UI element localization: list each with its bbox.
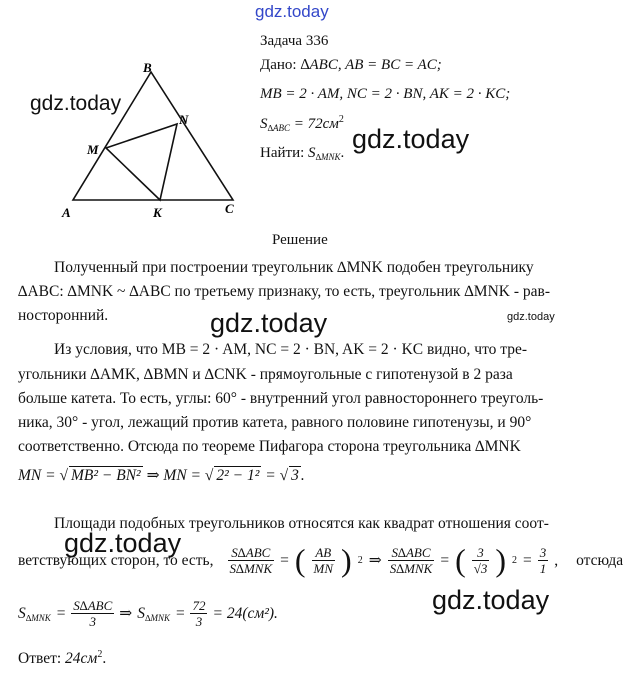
- answer-line: [18, 649, 106, 668]
- p1-line3: носторонний.: [18, 307, 109, 324]
- ratio-num-3: S∆ABC: [388, 545, 435, 561]
- watermark-lower-right: gdz.today: [432, 585, 550, 615]
- area-formula-sub2: ∆MNK: [145, 612, 171, 623]
- radical-3: 3: [291, 467, 299, 484]
- answer-label: Ответ:: [18, 650, 62, 667]
- p1-line2: ∆ABC: ∆MNK ~ ∆ABC по третьему признаку, то есть, треугольник ∆MNK - рав-: [18, 283, 550, 300]
- area-sup: 2: [338, 114, 344, 125]
- given-area: [260, 114, 344, 133]
- formula-end: .: [300, 467, 305, 484]
- p1-line1: Полученный при построении треугольник ∆MNK подобен треугольнику: [54, 259, 534, 276]
- find-dot: .: [340, 145, 345, 161]
- triangle-mnk: [106, 124, 177, 200]
- ratio-eq-3: =: [523, 551, 532, 569]
- watermark-left: gdz.today: [30, 92, 122, 115]
- find-sub: ∆MNK: [315, 152, 341, 162]
- area-formula-s: S: [18, 604, 26, 622]
- ratio-den-2: MN: [313, 561, 334, 576]
- ratio-frac-5: [538, 545, 549, 576]
- watermark-center: gdz.today: [210, 308, 328, 338]
- ratio-frac-4: [472, 545, 490, 576]
- answer-value: 24см: [65, 650, 98, 667]
- formula-part-a: MN =: [18, 467, 60, 484]
- p3-line2: ветствующих сторон, то есть, $\frac{\text{S∆ABC}}{\text{S∆MNK}}$ = ( $\frac{AB}{MN}$ ) 2 ⇒ $\frac{\text{S∆ABC}}{\text{S∆MNK}}$ = ( $\frac{3}{√3}$ ) 2 = $\frac{3}{1}$ , отсюда: [18, 542, 623, 578]
- p3-line1: Площади подобных треугольников относятся как квадрат отношения соот-: [54, 515, 549, 532]
- area-frac-2: [190, 598, 207, 629]
- find-label: Найти:: [260, 145, 305, 161]
- ratio-frac-3: [388, 545, 435, 576]
- radical-2: 2² − 1²: [216, 467, 260, 484]
- p3-line2-end: отсюда: [576, 551, 623, 569]
- area-num-1: S∆ABC: [73, 598, 113, 613]
- given-line-2: MB = 2 · AM, NC = 2 · BN, AK = 2 · KC;: [260, 86, 511, 102]
- find-line: [260, 145, 344, 162]
- ratio-den-4: √3: [473, 561, 488, 576]
- radical-1: MB² − BN²: [70, 467, 141, 484]
- ratio-comma: ,: [554, 551, 559, 569]
- area-formula: [18, 598, 278, 629]
- area-arrow: ⇒: [119, 605, 133, 622]
- label-m: M: [87, 142, 99, 157]
- p2-line5: соответственно. Отсюда по теореме Пифагора сторона треугольника ∆MNK: [18, 438, 521, 455]
- pythagoras-formula: MN = √ MB² − BN² ⇒ MN = √ 2² − 1² = √ 3 .: [18, 467, 305, 484]
- label-k: K: [153, 205, 162, 220]
- solution-heading: Решение: [272, 232, 328, 248]
- p3-line2-start: ветствующих сторон, то есть,: [18, 551, 214, 569]
- area-formula-eq2: =: [175, 604, 186, 622]
- ratio-frac-2: [312, 545, 336, 576]
- ratio-num-4: 3: [472, 545, 490, 561]
- label-n: N: [179, 112, 189, 127]
- ratio-den-1: S∆MNK: [229, 561, 273, 576]
- area-frac-1: [71, 598, 114, 629]
- watermark-lower-left: gdz.today: [64, 528, 182, 558]
- label-b: B: [143, 60, 152, 75]
- ratio-num-5: 3: [539, 545, 547, 560]
- answer-sup: 2: [97, 649, 103, 660]
- ratio-den-5: 1: [539, 561, 547, 576]
- p2-line1: Из условия, что MB = 2 · AM, NC = 2 · BN, AK = 2 · KC видно, что тре-: [54, 341, 528, 358]
- ratio-den-3: S∆MNK: [389, 561, 433, 576]
- formula-part-c: =: [261, 467, 280, 484]
- p2-line3: больше катета. То есть, углы: 60° - внутренний угол равностороннего треуголь-: [18, 390, 544, 407]
- area-value: = 72см: [293, 116, 339, 132]
- ratio-exp-1: 2: [357, 555, 363, 566]
- area-formula-s2: S: [137, 604, 145, 622]
- p2-line2: угольники ∆AMK, ∆BMN и ∆CNK - прямоугольные с гипотенузой в 2 раза: [18, 366, 513, 383]
- problem-title: Задача 336: [260, 33, 329, 49]
- area-result: = 24(см²).: [212, 604, 278, 622]
- formula-part-b: ⇒ MN =: [142, 467, 205, 484]
- given-text-1: ∆ABC, AB = BC = AC;: [300, 57, 442, 73]
- area-den-1: 3: [89, 614, 96, 629]
- ratio-frac-1: [228, 545, 275, 576]
- triangle-abc: [73, 72, 233, 200]
- ratio-num-1: S∆ABC: [228, 545, 275, 561]
- watermark-small: gdz.today: [507, 311, 555, 323]
- find-s: S: [308, 145, 316, 161]
- area-formula-eq: =: [55, 604, 67, 622]
- area-num-2: 72: [192, 598, 206, 613]
- ratio-eq-2: =: [440, 551, 450, 569]
- ratio-num-2: AB: [312, 545, 336, 561]
- watermark-top: gdz.today: [255, 2, 329, 21]
- answer-dot: .: [102, 650, 107, 667]
- area-den-2: 3: [195, 614, 203, 629]
- p2-line4: ника, 30° - угол, лежащий против катета, равного половине гипотенузы, и 90°: [18, 414, 532, 431]
- ratio-exp-2: 2: [512, 555, 518, 566]
- area-formula-sub: ∆MNK: [25, 612, 51, 623]
- triangle-figure: [55, 55, 245, 220]
- given-label: Дано:: [260, 57, 297, 73]
- label-c: C: [225, 201, 234, 216]
- area-s: S: [260, 116, 268, 132]
- area-sub: ∆ABC: [267, 123, 291, 133]
- ratio-eq-1: =: [280, 551, 289, 569]
- watermark-mid: gdz.today: [352, 124, 470, 154]
- given-line-1: [260, 57, 442, 74]
- label-a: A: [62, 205, 71, 220]
- ratio-arrow: ⇒: [368, 552, 382, 569]
